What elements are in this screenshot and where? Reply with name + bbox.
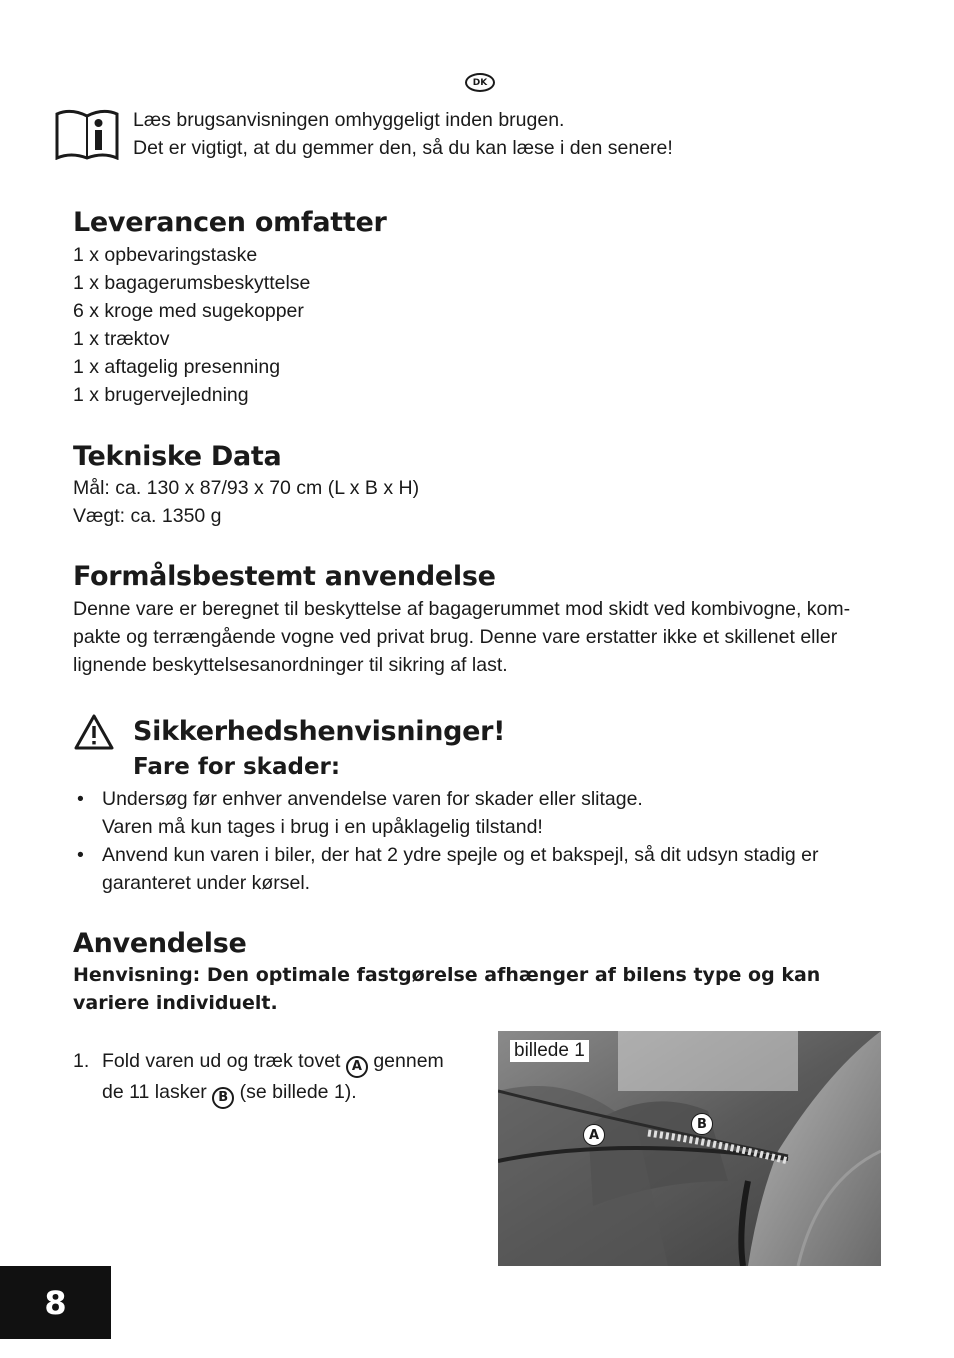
delivery-heading: Leverancen omfatter (73, 207, 387, 238)
usage-steps (73, 1047, 444, 1109)
bullet-symbol: • (77, 788, 84, 810)
page-number: 8 (0, 1266, 111, 1339)
safety-heading: Sikkerhedshenvisninger! (133, 716, 506, 747)
step-text: Fold varen ud og træk tovet (102, 1050, 341, 1072)
list-item: 1 x bagagerumsbeskyttelse (73, 272, 311, 294)
purpose-heading: Formålsbestemt anvendelse (73, 561, 496, 592)
safety-list (73, 785, 819, 897)
photo-caption: billede 1 (510, 1040, 589, 1062)
bullet-line: Undersøg før enhver anvendelse varen for skader eller slitage. (102, 788, 643, 810)
info-book-icon (55, 108, 119, 160)
intro-line: Det er vigtigt, at du gemmer den, så du kan læse i den senere! (133, 137, 673, 159)
list-item: 1 x opbevaringstaske (73, 244, 258, 266)
bullet-symbol: • (77, 844, 84, 866)
list-item: 1 x brugervejledning (73, 384, 249, 406)
language-badge: DK (465, 73, 495, 92)
technical-text (73, 474, 419, 530)
step-line (102, 1047, 444, 1078)
purpose-text (73, 595, 850, 679)
delivery-list (73, 241, 310, 409)
list-item (73, 785, 819, 841)
photo-label-a: A (583, 1124, 605, 1146)
purpose-line: lignende beskyttelsesanordninger til sikring af last. (73, 654, 508, 676)
usage-note (73, 961, 820, 1017)
usage-heading: Anvendelse (73, 928, 247, 959)
list-item: 6 x kroge med sugekopper (73, 300, 304, 322)
photo-label-b: B (691, 1113, 713, 1135)
intro-line: Læs brugsanvisningen omhyggeligt inden brugen. (133, 109, 565, 131)
usage-note-line: Henvisning: Den optimale fastgørelse afhænger af bilens type og kan (73, 964, 821, 986)
technical-line: Mål: ca. 130 x 87/93 x 70 cm (L x B x H) (73, 477, 420, 499)
step-text: gennem (373, 1050, 444, 1072)
bullet-line: garanteret under kørsel. (102, 872, 311, 894)
marker-a-icon: A (346, 1056, 368, 1078)
step-text: (se billede 1). (239, 1081, 357, 1103)
technical-line: Vægt: ca. 1350 g (73, 505, 222, 527)
usage-note-line: variere individuelt. (73, 992, 278, 1014)
list-item (73, 1047, 444, 1109)
list-item: 1 x træktov (73, 328, 170, 350)
purpose-line: pakte og terrængående vogne ved privat brug. Denne vare erstatter ikke et skillenet eller (73, 626, 838, 648)
intro-text (133, 106, 673, 162)
technical-heading: Tekniske Data (73, 441, 282, 472)
photo-illustration (498, 1031, 881, 1266)
step-text: de 11 lasker (102, 1081, 207, 1103)
safety-subheading: Fare for skader: (133, 754, 341, 780)
product-photo (498, 1031, 881, 1266)
purpose-line: Denne vare er beregnet til beskyttelse af bagagerummet mod skidt ved kombivogne, kom- (73, 598, 851, 620)
step-line (102, 1078, 444, 1109)
list-item: 1 x aftagelig presenning (73, 356, 281, 378)
step-number: 1. (73, 1050, 90, 1072)
bullet-line: Varen må kun tages i brug i en upåklagelig tilstand! (102, 816, 543, 838)
marker-b-icon: B (212, 1087, 234, 1109)
warning-triangle-icon (73, 713, 115, 751)
list-item (73, 841, 819, 897)
bullet-line: Anvend kun varen i biler, der hat 2 ydre spejle og et bakspejl, så dit udsyn stadig er (102, 844, 819, 866)
